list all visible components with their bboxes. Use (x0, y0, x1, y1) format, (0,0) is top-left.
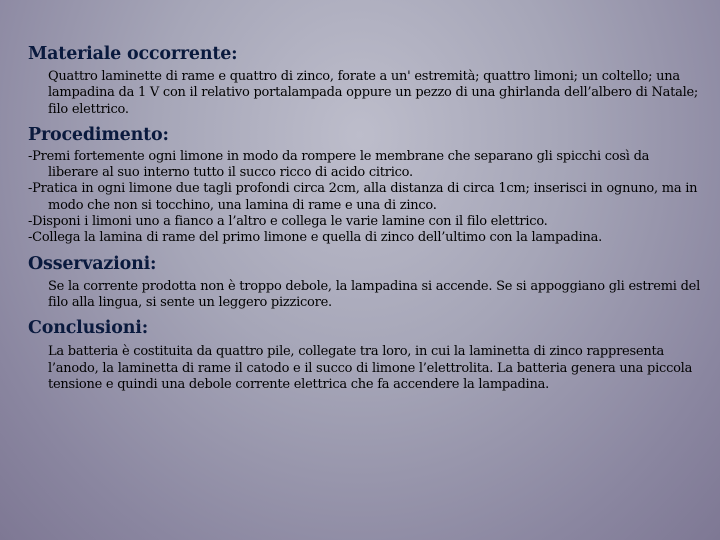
procedure-step: -Pratica in ogni limone due tagli profondi circa 2cm, alla distanza di circa 1cm; inserisci in ognuno, ma in modo che non si tocchino, una lamina di rame e una di zinco. (28, 181, 698, 213)
procedure-step: -Disponi i limoni uno a fianco a l’altro e collega le varie lamine con il filo elettrico. (28, 214, 548, 230)
heading-materiale-occorrente: Materiale occorrente: (28, 44, 238, 64)
procedure-step: -Collega la lamina di rame del primo limone e quella di zinco dell’ultimo con la lampadina. (28, 230, 602, 246)
heading-conclusioni: Conclusioni: (28, 318, 148, 339)
procedure-step: -Premi fortemente ogni limone in modo da rompere le membrane che separano gli spicchi così da liberare al suo interno tutto il succo ricco di acido citrico. (28, 148, 650, 181)
heading-procedimento: Procedimento: (28, 124, 169, 145)
observations-paragraph: Se la corrente prodotta non è troppo debole, la lampadina si accende. Se si appoggiano gli estremi del filo alla lingua, si sente un leggero pizzicore. (48, 278, 700, 310)
heading-osservazioni: Osservazioni: (28, 253, 157, 274)
conclusions-paragraph: La batteria è costituita da quattro pile, collegate tra loro, in cui la laminetta di zinco rappresenta l’anodo, la laminetta di rame il catodo e il succo di limone l’elettrolita. La batteria genera una piccola tensione e quindi una debole corrente elettrica che fa accendere la lampadina. (48, 344, 693, 392)
materials-paragraph: Quattro laminette di rame e quattro di zinco, forate a un' estremità; quattro limoni; un coltello; una lampadina da 1 V con il relativo portalampada oppure un pezzo di una ghirlanda dell’albero di Natale; filo elettrico. (48, 69, 699, 117)
procedure-steps (28, 149, 702, 247)
